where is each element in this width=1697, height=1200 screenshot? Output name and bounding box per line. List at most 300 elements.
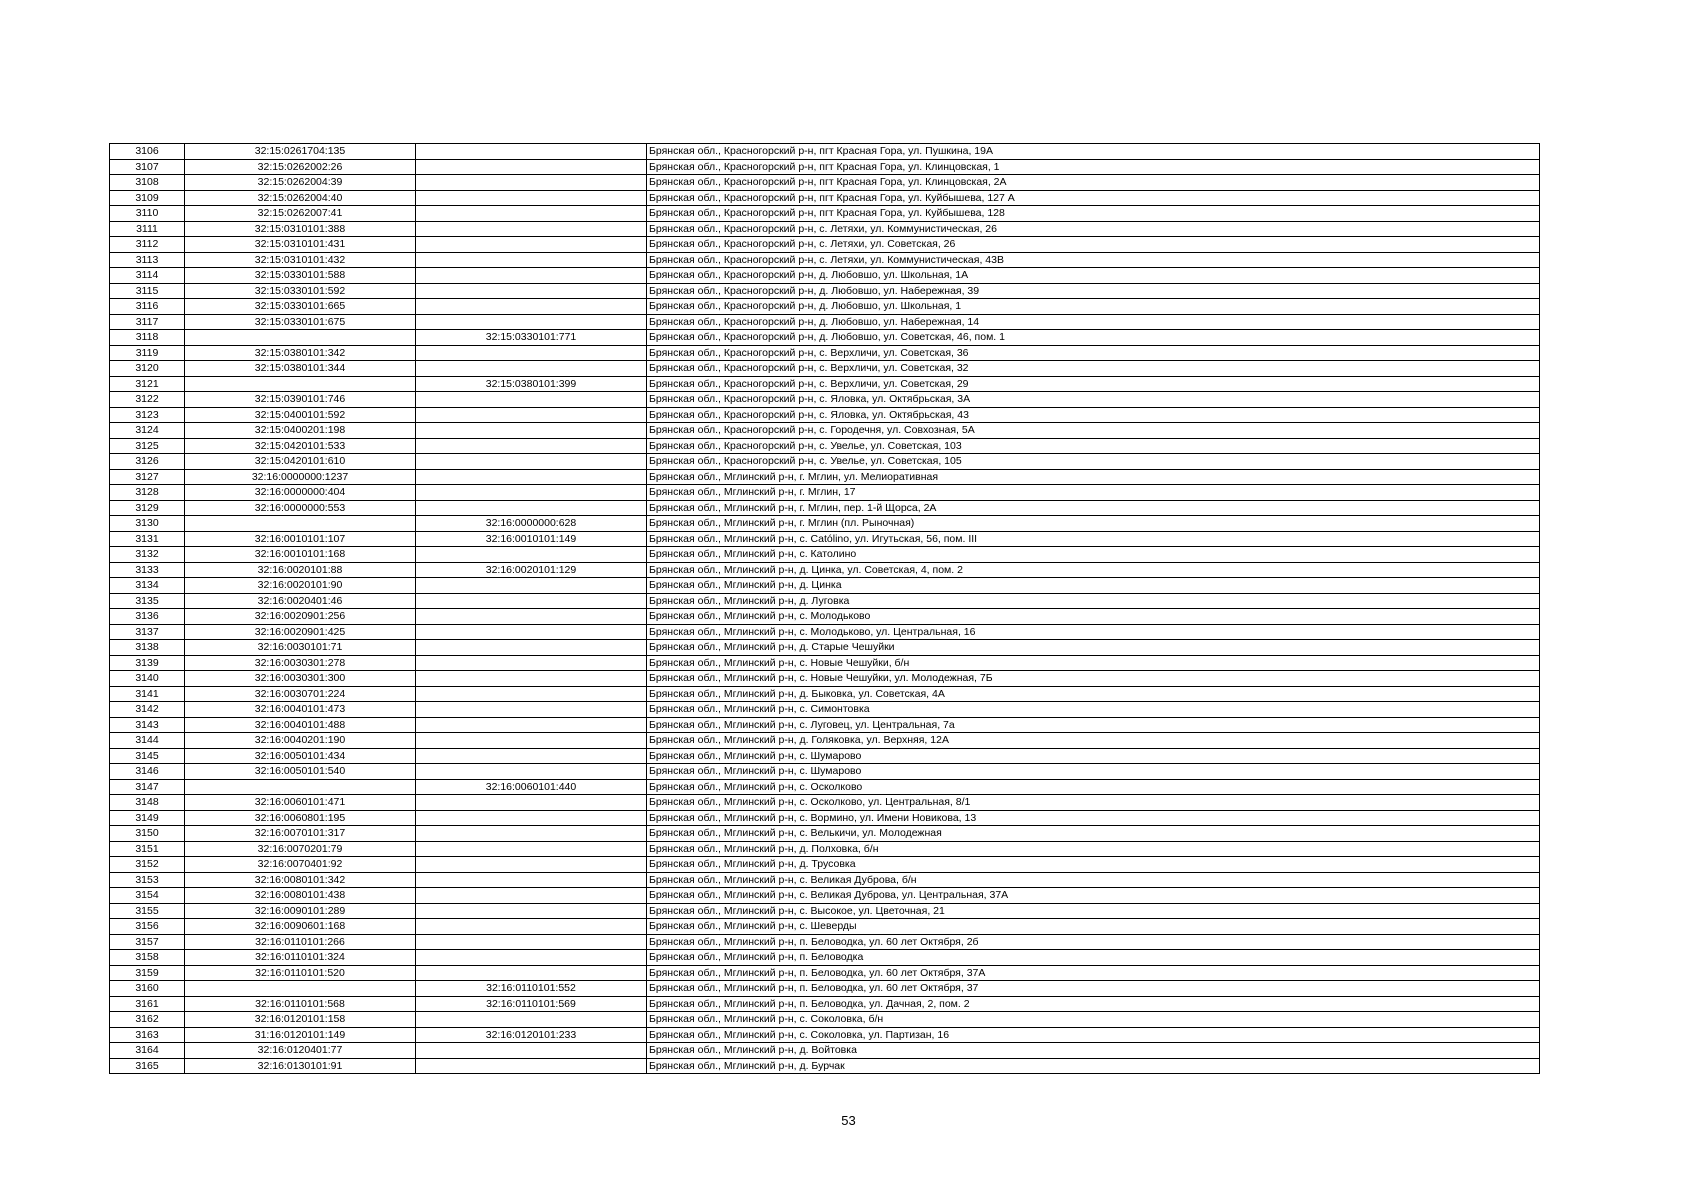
object-cadastral-number-cell [416,175,647,191]
row-number-cell: 3123 [110,407,185,423]
table-row [110,1027,1540,1043]
land-cadastral-number-cell: 32:15:0310101:388 [185,221,416,237]
table-row [110,159,1540,175]
object-cadastral-number-cell: 32:16:0110101:552 [416,981,647,997]
row-number-cell: 3108 [110,175,185,191]
table-row [110,655,1540,671]
object-cadastral-number-cell: 32:16:0010101:149 [416,531,647,547]
land-cadastral-number-cell: 32:15:0310101:432 [185,252,416,268]
table-row [110,1058,1540,1074]
object-cadastral-number-cell [416,469,647,485]
object-cadastral-number-cell: 32:16:0020101:129 [416,562,647,578]
row-number-cell: 3110 [110,206,185,222]
row-number-cell: 3111 [110,221,185,237]
land-cadastral-number-cell: 32:16:0010101:107 [185,531,416,547]
land-cadastral-number-cell: 32:16:0020901:425 [185,624,416,640]
table-row [110,903,1540,919]
object-cadastral-number-cell [416,686,647,702]
object-cadastral-number-cell [416,423,647,439]
object-cadastral-number-cell [416,547,647,563]
address-cell: Брянская обл., Мглинский р-н, с. Шумарово [647,764,1540,780]
address-cell: Брянская обл., Мглинский р-н, с. Симонтовка [647,702,1540,718]
row-number-cell: 3118 [110,330,185,346]
table-row [110,392,1540,408]
table-row [110,485,1540,501]
land-cadastral-number-cell: 32:16:0000000:404 [185,485,416,501]
land-cadastral-number-cell: 32:15:0400201:198 [185,423,416,439]
land-cadastral-number-cell: 32:16:0020401:46 [185,593,416,609]
object-cadastral-number-cell [416,826,647,842]
land-cadastral-number-cell: 32:16:0050101:540 [185,764,416,780]
land-cadastral-number-cell: 32:16:0040201:190 [185,733,416,749]
row-number-cell: 3160 [110,981,185,997]
object-cadastral-number-cell [416,919,647,935]
table-row [110,702,1540,718]
land-cadastral-number-cell: 32:15:0262004:40 [185,190,416,206]
land-cadastral-number-cell: 32:15:0262007:41 [185,206,416,222]
address-cell: Брянская обл., Красногорский р-н, с. Летяхи, ул. Коммунистическая, 43В [647,252,1540,268]
land-cadastral-number-cell: 32:16:0000000:1237 [185,469,416,485]
table-row [110,779,1540,795]
object-cadastral-number-cell [416,671,647,687]
object-cadastral-number-cell [416,655,647,671]
address-cell: Брянская обл., Мглинский р-н, г. Мглин, пер. 1-й Щорса, 2А [647,500,1540,516]
object-cadastral-number-cell [416,1043,647,1059]
address-cell: Брянская обл., Мглинский р-н, с. Осколково, ул. Центральная, 8/1 [647,795,1540,811]
row-number-cell: 3162 [110,1012,185,1028]
row-number-cell: 3143 [110,717,185,733]
row-number-cell: 3142 [110,702,185,718]
row-number-cell: 3154 [110,888,185,904]
object-cadastral-number-cell [416,857,647,873]
row-number-cell: 3130 [110,516,185,532]
object-cadastral-number-cell [416,841,647,857]
address-cell: Брянская обл., Мглинский р-н, с. Великая Дуброва, б/н [647,872,1540,888]
address-cell: Брянская обл., Мглинский р-н, п. Беловодка [647,950,1540,966]
object-cadastral-number-cell: 32:16:0000000:628 [416,516,647,532]
object-cadastral-number-cell [416,159,647,175]
row-number-cell: 3139 [110,655,185,671]
table-row [110,624,1540,640]
address-cell: Брянская обл., Мглинский р-н, с. Шеверды [647,919,1540,935]
table-row [110,888,1540,904]
land-cadastral-number-cell: 32:16:0080101:342 [185,872,416,888]
row-number-cell: 3133 [110,562,185,578]
table-row [110,996,1540,1012]
address-cell: Брянская обл., Красногорский р-н, пгт Красная Гора, ул. Куйбышева, 127 А [647,190,1540,206]
address-cell: Брянская обл., Мглинский р-н, д. Войтовка [647,1043,1540,1059]
land-cadastral-number-cell: 32:15:0330101:588 [185,268,416,284]
object-cadastral-number-cell [416,299,647,315]
table-row [110,748,1540,764]
object-cadastral-number-cell [416,965,647,981]
address-cell: Брянская обл., Мглинский р-н, с. Шумарово [647,748,1540,764]
land-cadastral-number-cell: 32:15:0400101:592 [185,407,416,423]
land-cadastral-number-cell: 32:16:0000000:553 [185,500,416,516]
row-number-cell: 3120 [110,361,185,377]
row-number-cell: 3127 [110,469,185,485]
land-cadastral-number-cell [185,330,416,346]
row-number-cell: 3125 [110,438,185,454]
row-number-cell: 3163 [110,1027,185,1043]
address-cell: Брянская обл., Мглинский р-н, с. Велькичи, ул. Молодежная [647,826,1540,842]
address-cell: Брянская обл., Мглинский р-н, с. Новые Чешуйки, б/н [647,655,1540,671]
row-number-cell: 3138 [110,640,185,656]
table-row [110,314,1540,330]
object-cadastral-number-cell [416,903,647,919]
address-cell: Брянская обл., Красногорский р-н, с. Увелье, ул. Советская, 105 [647,454,1540,470]
object-cadastral-number-cell [416,795,647,811]
land-cadastral-number-cell: 32:15:0420101:610 [185,454,416,470]
address-cell: Брянская обл., Красногорский р-н, д. Любовшо, ул. Школьная, 1А [647,268,1540,284]
table-row [110,857,1540,873]
object-cadastral-number-cell [416,810,647,826]
object-cadastral-number-cell [416,485,647,501]
object-cadastral-number-cell [416,950,647,966]
land-cadastral-number-cell: 32:16:0020101:90 [185,578,416,594]
land-cadastral-number-cell: 32:16:0070201:79 [185,841,416,857]
table-row [110,500,1540,516]
land-cadastral-number-cell: 32:16:0110101:568 [185,996,416,1012]
land-cadastral-number-cell: 32:15:0262004:39 [185,175,416,191]
address-cell: Брянская обл., Красногорский р-н, пгт Красная Гора, ул. Клинцовская, 1 [647,159,1540,175]
land-cadastral-number-cell: 32:16:0090601:168 [185,919,416,935]
address-cell: Брянская обл., Красногорский р-н, с. Увелье, ул. Советская, 103 [647,438,1540,454]
row-number-cell: 3115 [110,283,185,299]
table-row [110,1043,1540,1059]
row-number-cell: 3107 [110,159,185,175]
table-row [110,919,1540,935]
land-cadastral-number-cell: 32:16:0120401:77 [185,1043,416,1059]
table-row [110,268,1540,284]
object-cadastral-number-cell [416,268,647,284]
address-cell: Брянская обл., Мглинский р-н, д. Трусовка [647,857,1540,873]
object-cadastral-number-cell [416,578,647,594]
land-cadastral-number-cell: 32:15:0261704:135 [185,144,416,160]
address-cell: Брянская обл., Мглинский р-н, г. Мглин (пл. Рыночная) [647,516,1540,532]
address-cell: Брянская обл., Мглинский р-н, с. Молодьково, ул. Центральная, 16 [647,624,1540,640]
page-number: 53 [841,1113,856,1128]
object-cadastral-number-cell [416,733,647,749]
address-cell: Брянская обл., Мглинский р-н, с. Соколовка, б/н [647,1012,1540,1028]
object-cadastral-number-cell [416,764,647,780]
address-cell: Брянская обл., Мглинский р-н, п. Беловодка, ул. Дачная, 2, пом. 2 [647,996,1540,1012]
registry-table [109,143,1540,1074]
row-number-cell: 3156 [110,919,185,935]
land-cadastral-number-cell: 32:16:0030301:300 [185,671,416,687]
land-cadastral-number-cell [185,516,416,532]
row-number-cell: 3114 [110,268,185,284]
table-row [110,981,1540,997]
row-number-cell: 3131 [110,531,185,547]
object-cadastral-number-cell [416,144,647,160]
land-cadastral-number-cell: 32:15:0380101:342 [185,345,416,361]
object-cadastral-number-cell [416,593,647,609]
table-row [110,810,1540,826]
address-cell: Брянская обл., Красногорский р-н, с. Городечня, ул. Совхозная, 5А [647,423,1540,439]
row-number-cell: 3147 [110,779,185,795]
address-cell: Брянская обл., Мглинский р-н, д. Цинка [647,578,1540,594]
land-cadastral-number-cell: 32:16:0030101:71 [185,640,416,656]
object-cadastral-number-cell [416,934,647,950]
object-cadastral-number-cell [416,500,647,516]
land-cadastral-number-cell: 32:16:0010101:168 [185,547,416,563]
address-cell: Брянская обл., Мглинский р-н, д. Голяковка, ул. Верхняя, 12А [647,733,1540,749]
row-number-cell: 3158 [110,950,185,966]
row-number-cell: 3117 [110,314,185,330]
table-row [110,671,1540,687]
row-number-cell: 3129 [110,500,185,516]
object-cadastral-number-cell [416,454,647,470]
address-cell: Брянская обл., Красногорский р-н, д. Любовшо, ул. Набережная, 14 [647,314,1540,330]
table-row [110,841,1540,857]
registry-table-body [110,144,1540,1074]
table-row [110,454,1540,470]
land-cadastral-number-cell: 32:16:0070401:92 [185,857,416,873]
row-number-cell: 3128 [110,485,185,501]
object-cadastral-number-cell [416,221,647,237]
table-row [110,593,1540,609]
row-number-cell: 3124 [110,423,185,439]
table-row [110,717,1540,733]
table-row [110,423,1540,439]
land-cadastral-number-cell: 32:16:0060801:195 [185,810,416,826]
row-number-cell: 3116 [110,299,185,315]
object-cadastral-number-cell [416,1012,647,1028]
table-row [110,640,1540,656]
object-cadastral-number-cell [416,624,647,640]
row-number-cell: 3134 [110,578,185,594]
land-cadastral-number-cell: 32:16:0020901:256 [185,609,416,625]
table-row [110,826,1540,842]
land-cadastral-number-cell: 32:16:0110101:266 [185,934,416,950]
row-number-cell: 3159 [110,965,185,981]
row-number-cell: 3113 [110,252,185,268]
land-cadastral-number-cell: 32:15:0330101:592 [185,283,416,299]
land-cadastral-number-cell: 32:16:0070101:317 [185,826,416,842]
object-cadastral-number-cell [416,206,647,222]
row-number-cell: 3121 [110,376,185,392]
address-cell: Брянская обл., Красногорский р-н, пгт Красная Гора, ул. Пушкина, 19А [647,144,1540,160]
land-cadastral-number-cell [185,376,416,392]
row-number-cell: 3135 [110,593,185,609]
address-cell: Брянская обл., Мглинский р-н, с. Católino, ул. Игутьская, 56, пом. III [647,531,1540,547]
table-row [110,175,1540,191]
table-row [110,190,1540,206]
address-cell: Брянская обл., Мглинский р-н, с. Молодьково [647,609,1540,625]
object-cadastral-number-cell: 32:15:0330101:771 [416,330,647,346]
address-cell: Брянская обл., Мглинский р-н, с. Осколково [647,779,1540,795]
object-cadastral-number-cell [416,392,647,408]
object-cadastral-number-cell [416,407,647,423]
object-cadastral-number-cell [416,1058,647,1074]
table-row [110,469,1540,485]
object-cadastral-number-cell [416,438,647,454]
address-cell: Брянская обл., Мглинский р-н, с. Новые Чешуйки, ул. Молодежная, 7Б [647,671,1540,687]
table-row [110,252,1540,268]
row-number-cell: 3165 [110,1058,185,1074]
object-cadastral-number-cell [416,314,647,330]
row-number-cell: 3126 [110,454,185,470]
address-cell: Брянская обл., Красногорский р-н, с. Верхличи, ул. Советская, 29 [647,376,1540,392]
table-row [110,299,1540,315]
address-cell: Брянская обл., Красногорский р-н, с. Верхличи, ул. Советская, 32 [647,361,1540,377]
address-cell: Брянская обл., Мглинский р-н, д. Цинка, ул. Советская, 4, пом. 2 [647,562,1540,578]
row-number-cell: 3145 [110,748,185,764]
address-cell: Брянская обл., Мглинский р-н, д. Быковка, ул. Советская, 4А [647,686,1540,702]
address-cell: Брянская обл., Мглинский р-н, с. Католино [647,547,1540,563]
table-row [110,516,1540,532]
address-cell: Брянская обл., Красногорский р-н, с. Летяхи, ул. Коммунистическая, 26 [647,221,1540,237]
row-number-cell: 3141 [110,686,185,702]
table-row [110,206,1540,222]
row-number-cell: 3148 [110,795,185,811]
address-cell: Брянская обл., Мглинский р-н, г. Мглин, ул. Мелиоративная [647,469,1540,485]
land-cadastral-number-cell: 32:15:0380101:344 [185,361,416,377]
object-cadastral-number-cell [416,283,647,299]
land-cadastral-number-cell: 32:16:0040101:488 [185,717,416,733]
address-cell: Брянская обл., Мглинский р-н, д. Полховка, б/н [647,841,1540,857]
table-row [110,361,1540,377]
land-cadastral-number-cell: 32:16:0120101:158 [185,1012,416,1028]
address-cell: Брянская обл., Красногорский р-н, с. Летяхи, ул. Советская, 26 [647,237,1540,253]
object-cadastral-number-cell [416,702,647,718]
land-cadastral-number-cell: 32:15:0330101:675 [185,314,416,330]
land-cadastral-number-cell [185,981,416,997]
row-number-cell: 3151 [110,841,185,857]
land-cadastral-number-cell: 32:15:0330101:665 [185,299,416,315]
land-cadastral-number-cell: 32:16:0030701:224 [185,686,416,702]
address-cell: Брянская обл., Мглинский р-н, с. Луговец, ул. Центральная, 7а [647,717,1540,733]
row-number-cell: 3106 [110,144,185,160]
address-cell: Брянская обл., Мглинский р-н, с. Соколовка, ул. Партизан, 16 [647,1027,1540,1043]
address-cell: Брянская обл., Красногорский р-н, пгт Красная Гора, ул. Клинцовская, 2А [647,175,1540,191]
table-row [110,345,1540,361]
address-cell: Брянская обл., Красногорский р-н, с. Верхличи, ул. Советская, 36 [647,345,1540,361]
row-number-cell: 3136 [110,609,185,625]
object-cadastral-number-cell [416,345,647,361]
object-cadastral-number-cell [416,252,647,268]
land-cadastral-number-cell: 32:16:0130101:91 [185,1058,416,1074]
row-number-cell: 3150 [110,826,185,842]
land-cadastral-number-cell: 32:16:0040101:473 [185,702,416,718]
address-cell: Брянская обл., Мглинский р-н, с. Высокое, ул. Цветочная, 21 [647,903,1540,919]
land-cadastral-number-cell: 32:16:0060101:471 [185,795,416,811]
address-cell: Брянская обл., Красногорский р-н, пгт Красная Гора, ул. Куйбышева, 128 [647,206,1540,222]
address-cell: Брянская обл., Мглинский р-н, д. Старые Чешуйки [647,640,1540,656]
table-row [110,237,1540,253]
row-number-cell: 3140 [110,671,185,687]
land-cadastral-number-cell: 32:16:0080101:438 [185,888,416,904]
address-cell: Брянская обл., Мглинский р-н, с. Великая Дуброва, ул. Центральная, 37А [647,888,1540,904]
table-row [110,144,1540,160]
address-cell: Брянская обл., Красногорский р-н, с. Яловка, ул. Октябрьская, 43 [647,407,1540,423]
table-row [110,965,1540,981]
address-cell: Брянская обл., Мглинский р-н, п. Беловодка, ул. 60 лет Октября, 2б [647,934,1540,950]
row-number-cell: 3132 [110,547,185,563]
land-cadastral-number-cell: 32:16:0030301:278 [185,655,416,671]
address-cell: Брянская обл., Мглинский р-н, г. Мглин, 17 [647,485,1540,501]
table-row [110,547,1540,563]
land-cadastral-number-cell: 32:16:0090101:289 [185,903,416,919]
address-cell: Брянская обл., Мглинский р-н, п. Беловодка, ул. 60 лет Октября, 37А [647,965,1540,981]
object-cadastral-number-cell: 32:15:0380101:399 [416,376,647,392]
land-cadastral-number-cell: 31:16:0120101:149 [185,1027,416,1043]
table-row [110,686,1540,702]
table-row [110,438,1540,454]
row-number-cell: 3122 [110,392,185,408]
object-cadastral-number-cell [416,361,647,377]
object-cadastral-number-cell [416,888,647,904]
address-cell: Брянская обл., Красногорский р-н, д. Любовшо, ул. Советская, 46, пом. 1 [647,330,1540,346]
object-cadastral-number-cell [416,748,647,764]
address-cell: Брянская обл., Мглинский р-н, п. Беловодка, ул. 60 лет Октября, 37 [647,981,1540,997]
table-row [110,934,1540,950]
table-row [110,950,1540,966]
address-cell: Брянская обл., Мглинский р-н, д. Луговка [647,593,1540,609]
table-row [110,578,1540,594]
object-cadastral-number-cell: 32:16:0120101:233 [416,1027,647,1043]
object-cadastral-number-cell [416,609,647,625]
table-row [110,407,1540,423]
table-row [110,531,1540,547]
table-row [110,562,1540,578]
land-cadastral-number-cell: 32:15:0390101:746 [185,392,416,408]
row-number-cell: 3157 [110,934,185,950]
object-cadastral-number-cell [416,872,647,888]
row-number-cell: 3144 [110,733,185,749]
table-row [110,872,1540,888]
row-number-cell: 3119 [110,345,185,361]
object-cadastral-number-cell [416,190,647,206]
table-row [110,221,1540,237]
object-cadastral-number-cell [416,237,647,253]
land-cadastral-number-cell: 32:15:0420101:533 [185,438,416,454]
table-row [110,376,1540,392]
table-row [110,330,1540,346]
row-number-cell: 3164 [110,1043,185,1059]
table-row [110,283,1540,299]
land-cadastral-number-cell: 32:16:0050101:434 [185,748,416,764]
address-cell: Брянская обл., Мглинский р-н, д. Бурчак [647,1058,1540,1074]
row-number-cell: 3146 [110,764,185,780]
row-number-cell: 3152 [110,857,185,873]
row-number-cell: 3112 [110,237,185,253]
object-cadastral-number-cell [416,717,647,733]
table-row [110,764,1540,780]
table-row [110,609,1540,625]
land-cadastral-number-cell: 32:16:0110101:324 [185,950,416,966]
object-cadastral-number-cell: 32:16:0110101:569 [416,996,647,1012]
address-cell: Брянская обл., Красногорский р-н, д. Любовшо, ул. Школьная, 1 [647,299,1540,315]
row-number-cell: 3109 [110,190,185,206]
row-number-cell: 3137 [110,624,185,640]
row-number-cell: 3149 [110,810,185,826]
land-cadastral-number-cell: 32:15:0262002:26 [185,159,416,175]
object-cadastral-number-cell: 32:16:0060101:440 [416,779,647,795]
row-number-cell: 3155 [110,903,185,919]
table-row [110,1012,1540,1028]
table-row [110,795,1540,811]
land-cadastral-number-cell: 32:16:0020101:88 [185,562,416,578]
object-cadastral-number-cell [416,640,647,656]
land-cadastral-number-cell [185,779,416,795]
address-cell: Брянская обл., Мглинский р-н, с. Вормино, ул. Имени Новикова, 13 [647,810,1540,826]
address-cell: Брянская обл., Красногорский р-н, с. Яловка, ул. Октябрьская, 3А [647,392,1540,408]
table-row [110,733,1540,749]
land-cadastral-number-cell: 32:15:0310101:431 [185,237,416,253]
row-number-cell: 3161 [110,996,185,1012]
